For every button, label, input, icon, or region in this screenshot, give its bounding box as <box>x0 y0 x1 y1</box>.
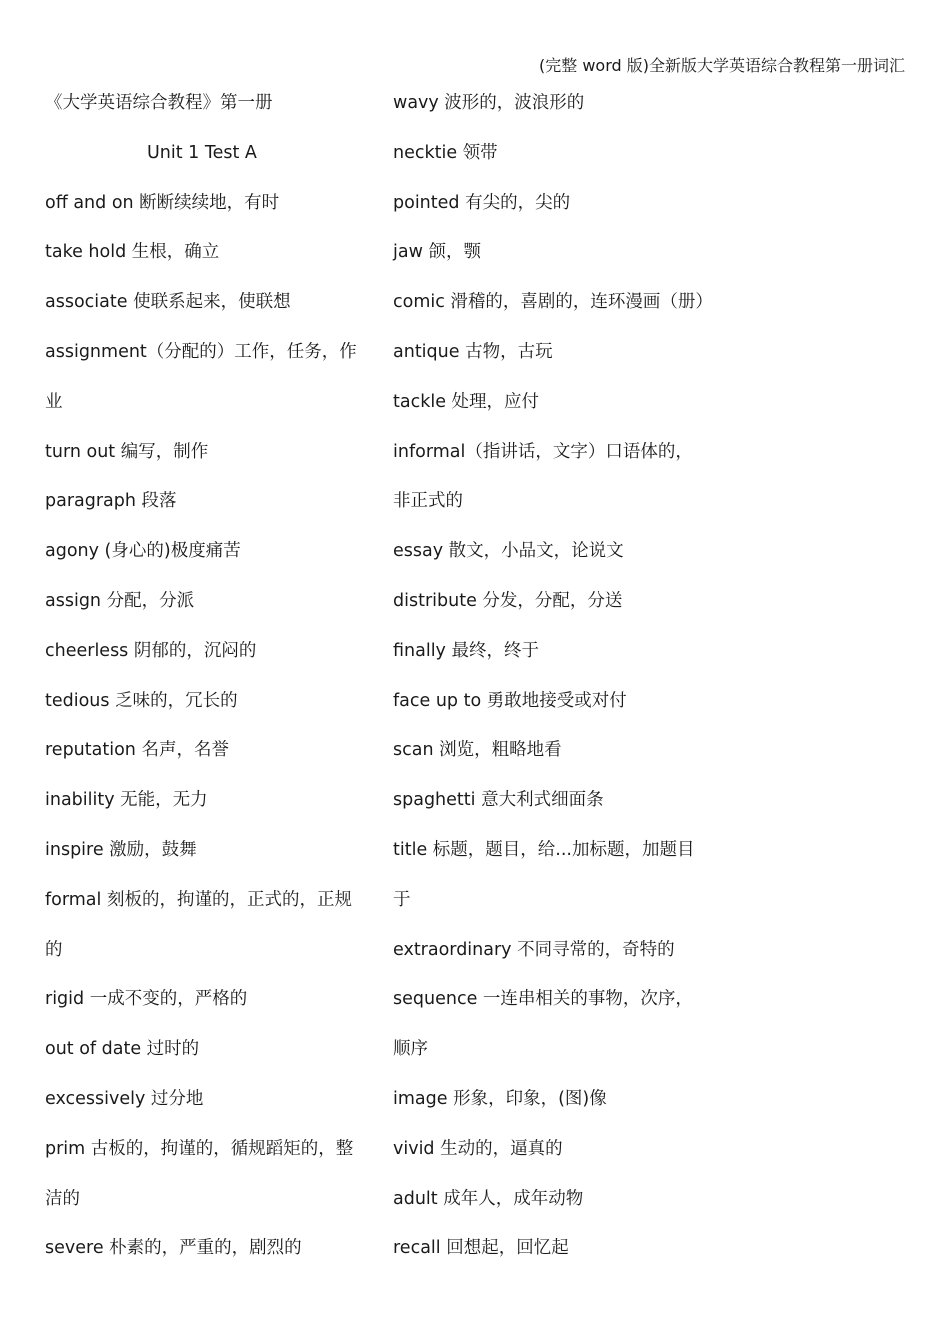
vocab-entry: jaw 颌，颚 <box>393 242 481 263</box>
vocab-entry: sequence 一连串相关的事物，次序， <box>393 989 693 1010</box>
vocab-entry: spaghetti 意大利式细面条 <box>393 790 604 811</box>
vocab-entry-continued: 的 <box>45 939 63 960</box>
vocab-entry: cheerless 阴郁的，沉闷的 <box>45 640 257 661</box>
vocab-entry: title 标题，题目，给...加标题，加题目 <box>393 839 695 860</box>
vocab-entry: necktie 领带 <box>393 142 498 163</box>
vocab-entry: comic 滑稽的，喜剧的，连环漫画（册） <box>393 292 713 313</box>
vocab-entry: informal（指讲话，文字）口语体的， <box>393 441 693 462</box>
vocab-entry-continued: 顺序 <box>393 1039 428 1060</box>
vocab-entry: scan 浏览，粗略地看 <box>393 740 562 761</box>
book-title: 《大学英语综合教程》第一册 <box>45 93 273 113</box>
vocab-entry: antique 古物，古玩 <box>393 341 553 362</box>
vocab-entry: extraordinary 不同寻常的，奇特的 <box>393 939 675 960</box>
vocab-entry: wavy 波形的，波浪形的 <box>393 93 585 113</box>
vocab-entry: face up to 勇敢地接受或对付 <box>393 690 627 711</box>
vocab-entry: recall 回想起，回忆起 <box>393 1238 569 1259</box>
vocab-entry: severe 朴素的，严重的，剧烈的 <box>45 1238 302 1259</box>
vocab-entry: finally 最终，终于 <box>393 640 539 661</box>
vocab-entry: reputation 名声，名誉 <box>45 740 229 761</box>
vocab-entry: tackle 处理，应付 <box>393 391 540 412</box>
vocab-entry: assign 分配，分派 <box>45 590 195 611</box>
vocab-entry: assignment（分配的）工作，任务，作 <box>45 341 357 362</box>
vocab-entry: prim 古板的，拘谨的，循规蹈矩的，整 <box>45 1138 354 1159</box>
vocab-entry: turn out 编写，制作 <box>45 441 209 462</box>
vocab-entry: excessively 过分地 <box>45 1088 204 1109</box>
vocab-entry: adult 成年人，成年动物 <box>393 1188 584 1209</box>
vocab-entry: formal 刻板的，拘谨的，正式的，正规 <box>45 889 352 910</box>
vocab-entry: essay 散文，小品文，论说文 <box>393 541 624 562</box>
vocab-entry: pointed 有尖的，尖的 <box>393 192 571 213</box>
vocab-entry: vivid 生动的，逼真的 <box>393 1138 563 1159</box>
vocab-entry-continued: 于 <box>393 889 411 910</box>
vocab-entry: inability 无能，无力 <box>45 790 208 811</box>
vocab-entry: rigid 一成不变的，严格的 <box>45 989 248 1010</box>
running-header: (完整 word 版)全新版大学英语综合教程第一册词汇 <box>539 56 905 75</box>
vocab-entry: associate 使联系起来，使联想 <box>45 292 291 313</box>
unit-heading: Unit 1 Test A <box>147 142 257 163</box>
vocab-entry-continued: 非正式的 <box>393 491 463 512</box>
left-column <box>45 90 375 1285</box>
vocab-entry: take hold 生根，确立 <box>45 242 220 263</box>
vocab-entry: inspire 激励，鼓舞 <box>45 839 197 860</box>
vocab-entry: out of date 过时的 <box>45 1039 200 1060</box>
vocab-entry: image 形象，印象，(图)像 <box>393 1088 607 1109</box>
vocab-entry: tedious 乏味的，冗长的 <box>45 690 238 711</box>
vocab-entry: distribute 分发，分配，分送 <box>393 590 623 611</box>
vocab-entry: off and on 断断续续地，有时 <box>45 192 280 213</box>
vocab-entry: agony (身心的)极度痛苦 <box>45 541 241 562</box>
right-column <box>393 90 723 1285</box>
vocab-entry: paragraph 段落 <box>45 491 177 512</box>
vocab-entry-continued: 洁的 <box>45 1188 80 1209</box>
vocab-entry-continued: 业 <box>45 391 63 412</box>
